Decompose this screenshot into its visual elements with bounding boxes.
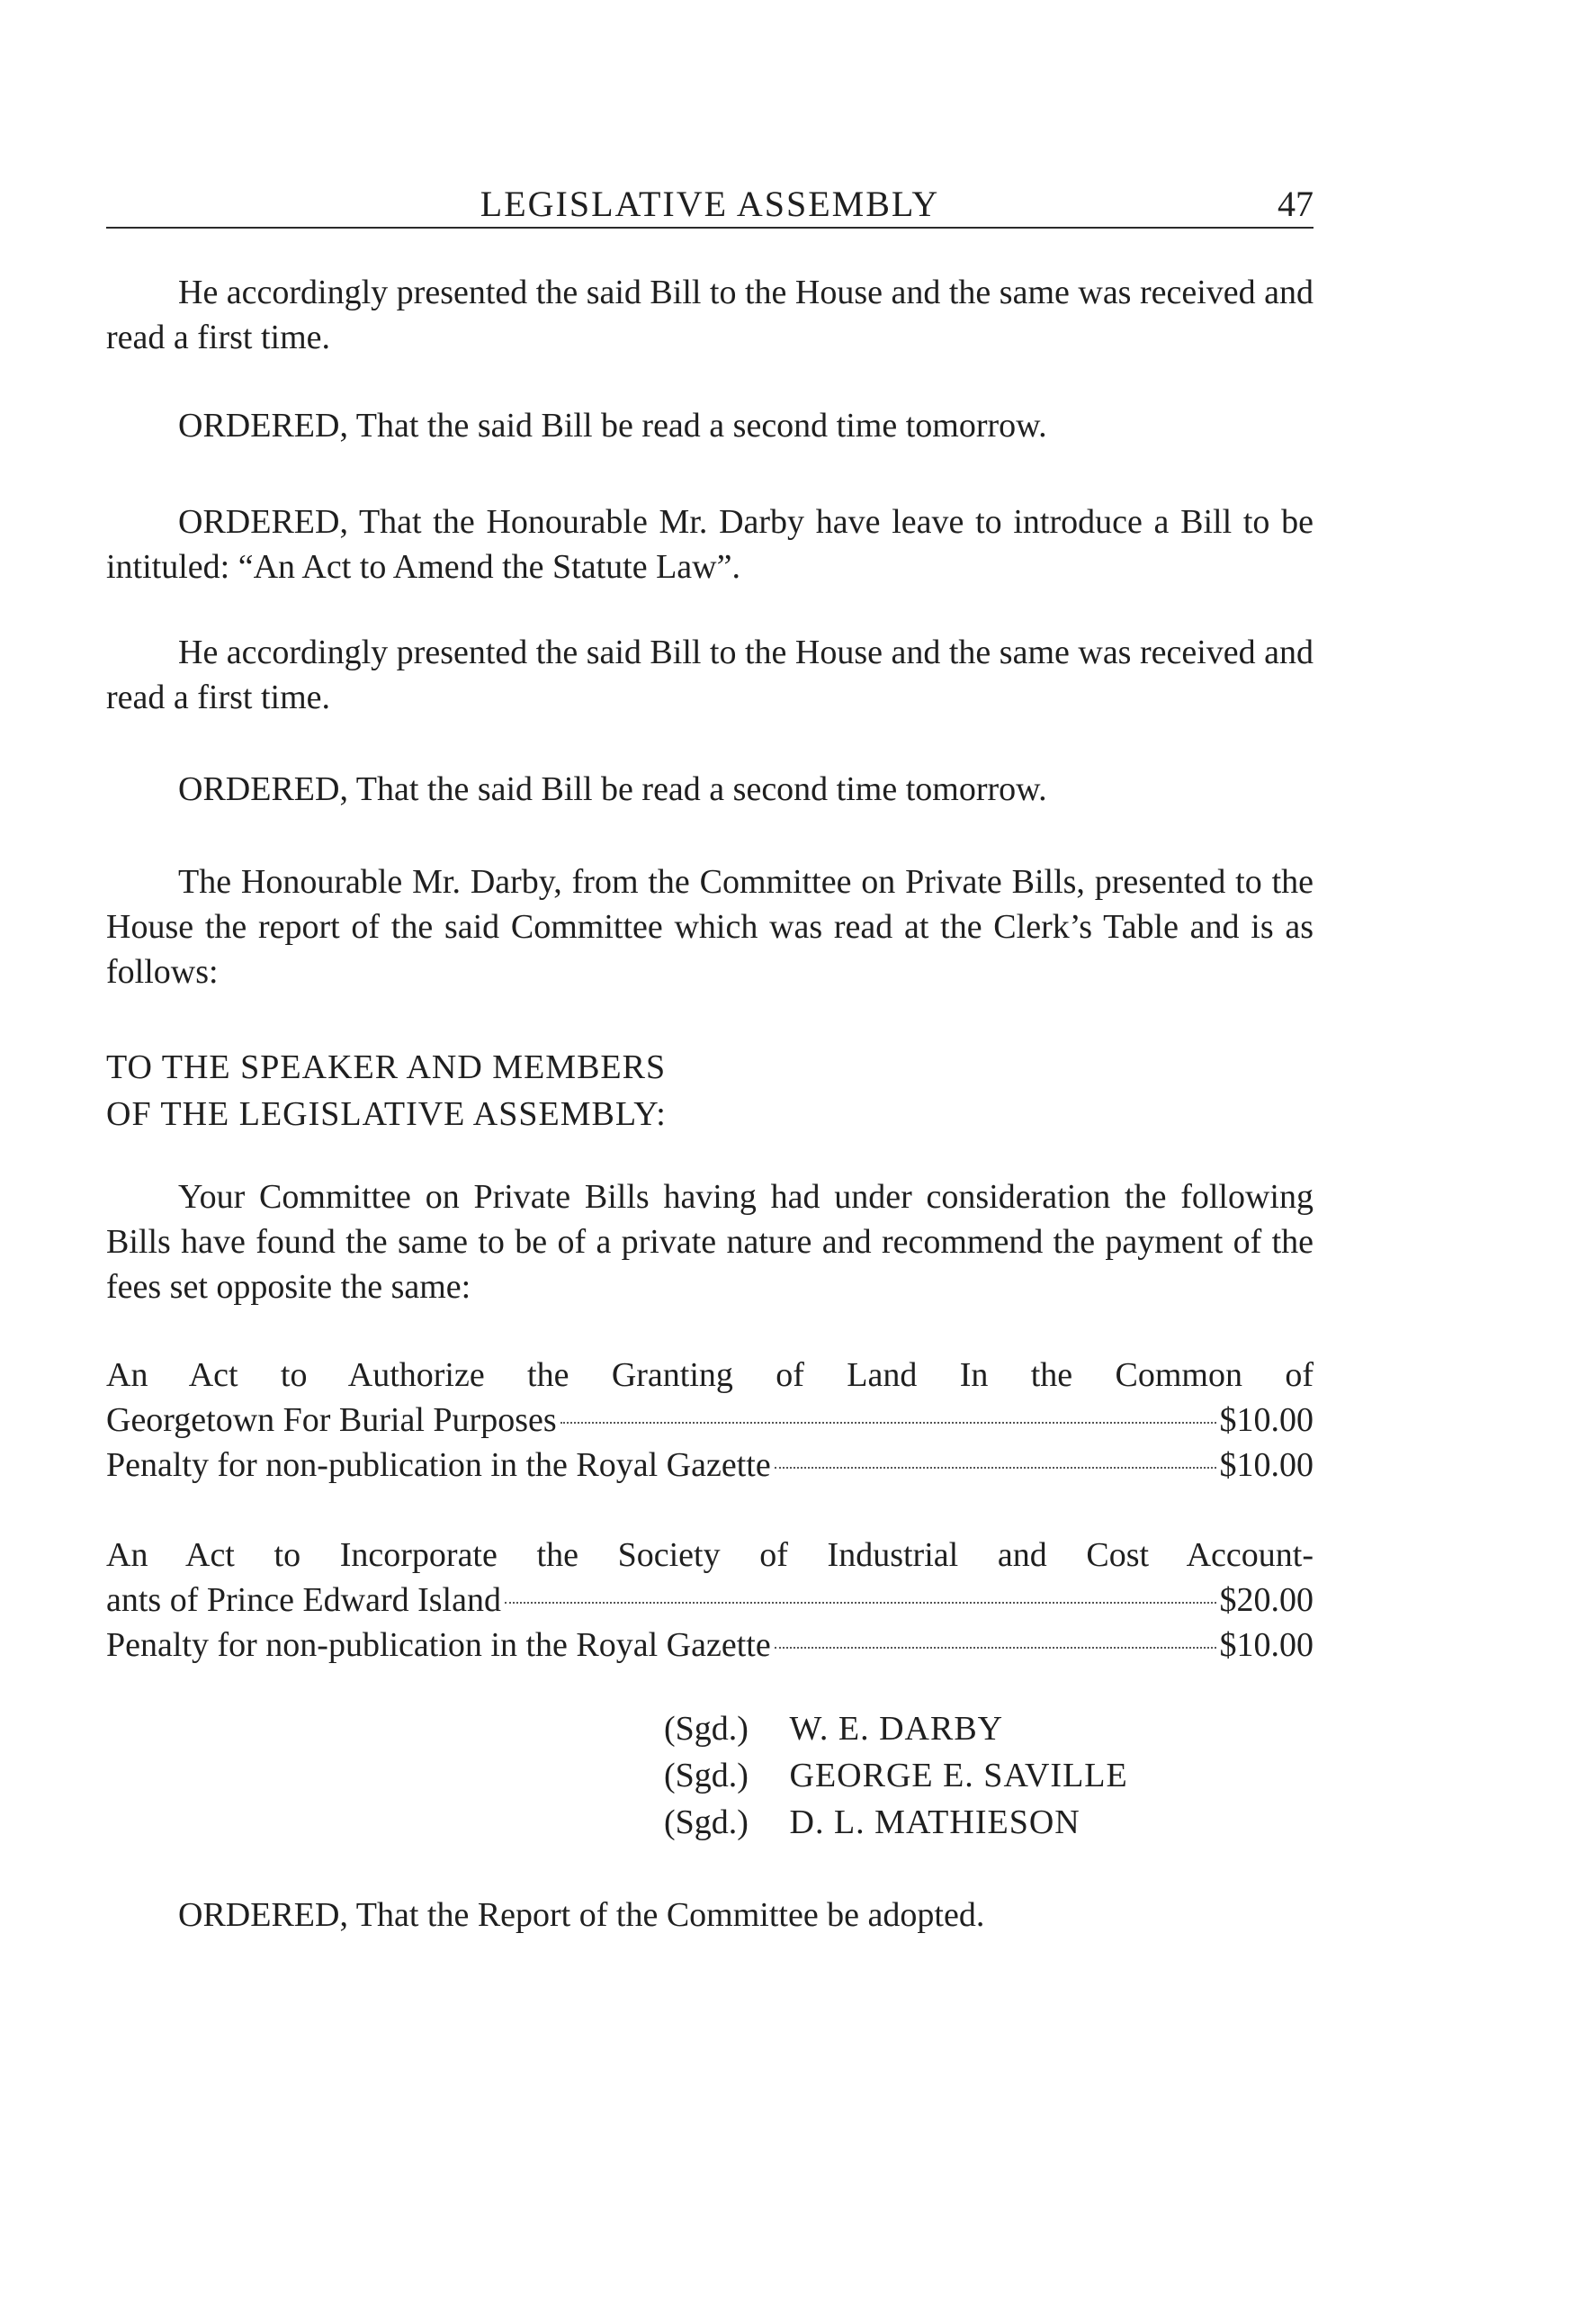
paragraph-text: ORDERED, That the Report of the Committee be adopted. [178,1896,985,1934]
report-addressee [106,1044,1314,1138]
penalty-fee-row [106,1443,1314,1488]
paragraph-text: ORDERED, That the said Bill be read a second time tomorrow. [178,770,1047,808]
signatory-name: GEORGE E. SAVILLE [789,1757,1128,1794]
page-number: 47 [1278,184,1314,224]
signatory-name: D. L. MATHIESON [789,1803,1080,1841]
signed-prefix: (Sgd.) [664,1803,749,1841]
signature-line [664,1799,1128,1846]
paragraph-presented-1 [106,270,1314,360]
dot-leader [775,1647,1216,1649]
paragraph-text: He accordingly presented the said Bill to the House and the same was received and read a first time. [106,274,1314,356]
bill-entry [106,1353,1314,1488]
report-intro [106,1174,1314,1309]
addressee-line: OF THE LEGISLATIVE ASSEMBLY: [106,1095,667,1133]
bill-entry [106,1533,1314,1668]
signatory-name: W. E. DARBY [789,1710,1004,1748]
page-header [106,175,1314,229]
paragraph-ordered-1 [106,403,1314,448]
signature-block [664,1705,1128,1846]
fee-amount: $20.00 [1219,1581,1314,1619]
fee-amount: $10.00 [1219,1401,1314,1439]
bill-fee-row [106,1398,1314,1443]
paragraph-ordered-leave [106,499,1314,589]
signed-prefix: (Sgd.) [664,1757,749,1794]
bill-title-line: ants of Prince Edward Island [106,1581,501,1619]
dot-leader [505,1602,1216,1604]
bill-title-line: An Act to Incorporate the Society of Industrial and Cost Account- [106,1536,1314,1574]
paragraph-ordered-2 [106,767,1314,812]
penalty-text: Penalty for non-publication in the Royal Gazette [106,1446,771,1484]
dot-leader [775,1467,1216,1469]
signature-line [664,1705,1128,1752]
paragraph-ordered-adopted [106,1893,1314,1938]
paragraph-text: ORDERED, That the Honourable Mr. Darby have leave to introduce a Bill to be intituled: “An Act to Amend the Statute Law”. [106,503,1314,586]
addressee-line: TO THE SPEAKER AND MEMBERS [106,1048,667,1086]
bill-fee-row [106,1578,1314,1623]
paragraph-presented-2 [106,630,1314,720]
signed-prefix: (Sgd.) [664,1710,749,1748]
paragraph-text: Your Committee on Private Bills having had under consideration the following Bills have found the same to be of a private nature and recommend the payment of the fees set opposite the same: [106,1178,1314,1306]
fee-amount: $10.00 [1219,1446,1314,1484]
paragraph-committee-report [106,859,1314,994]
bill-title-line: Georgetown For Burial Purposes [106,1401,557,1439]
header-rule [106,227,1314,229]
bill-title-line: An Act to Authorize the Granting of Land In the Common of [106,1356,1314,1394]
paragraph-text: He accordingly presented the said Bill to the House and the same was received and read a first time. [106,634,1314,716]
penalty-fee-row [106,1623,1314,1668]
paragraph-text: The Honourable Mr. Darby, from the Committee on Private Bills, presented to the House the report of the said Committee which was read at the Clerk’s Table and is as follows: [106,863,1314,991]
running-head: LEGISLATIVE ASSEMBLY [480,184,940,224]
penalty-text: Penalty for non-publication in the Royal Gazette [106,1626,771,1664]
dot-leader [560,1422,1216,1424]
paragraph-text: ORDERED, That the said Bill be read a second time tomorrow. [178,407,1047,445]
fee-amount: $10.00 [1219,1626,1314,1664]
signature-line [664,1752,1128,1799]
